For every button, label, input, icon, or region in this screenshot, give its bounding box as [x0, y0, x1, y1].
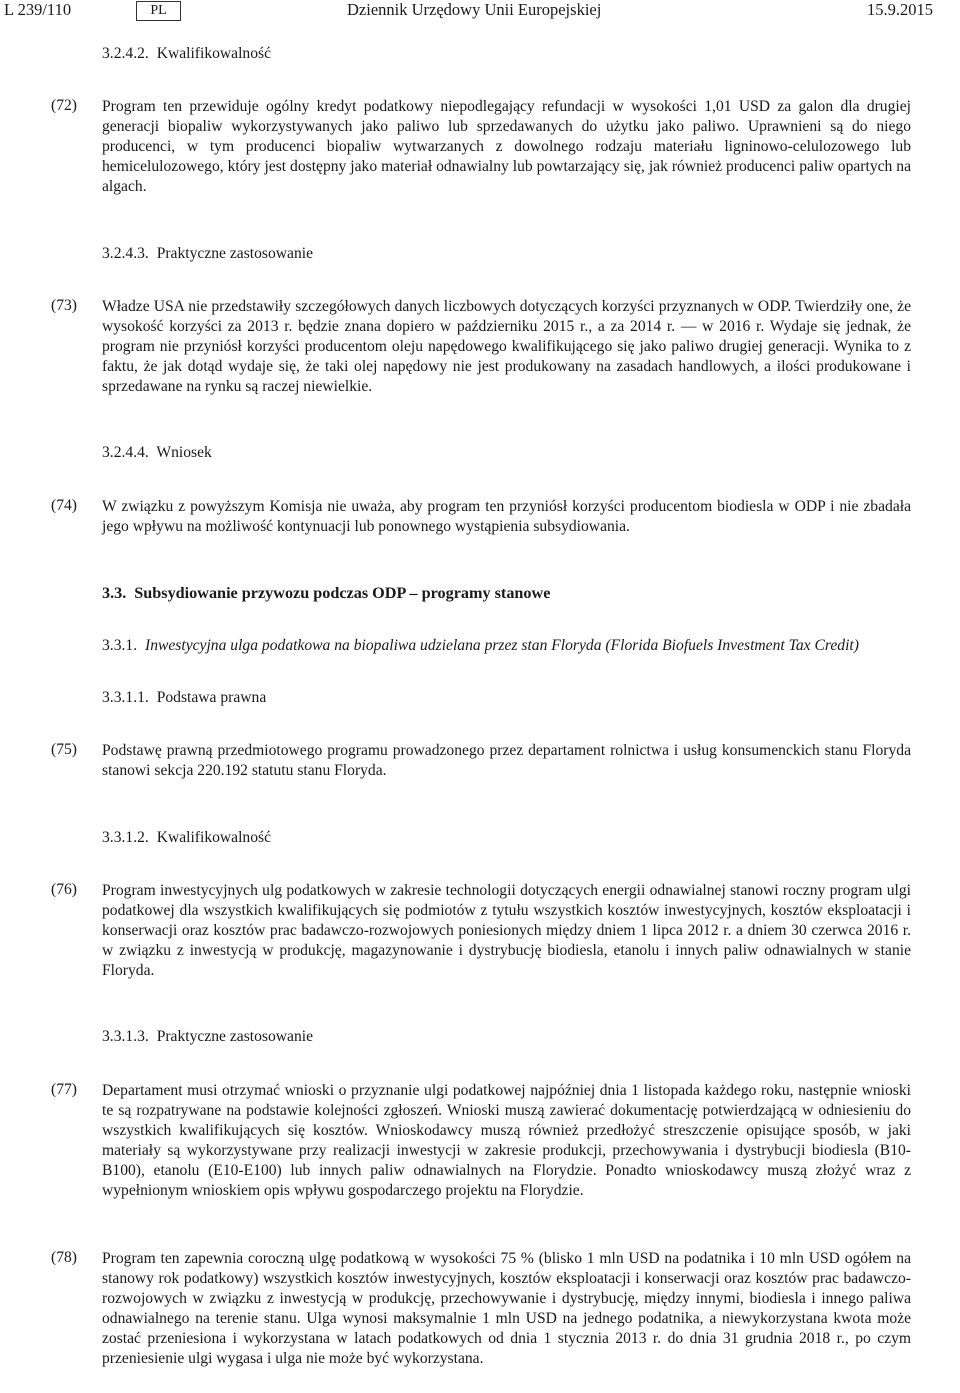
section-title: Praktyczne zastosowanie — [156, 1028, 313, 1045]
paragraph-76 — [51, 881, 911, 981]
journal-title: Dziennik Urzędowy Unii Europejskiej — [347, 0, 602, 19]
paragraph-73 — [51, 297, 911, 397]
paragraph-number: (77) — [51, 1081, 77, 1098]
section-title: Wniosek — [156, 444, 212, 461]
paragraph-number: (72) — [51, 97, 77, 114]
paragraph-75 — [51, 741, 911, 781]
paragraph-text: Program ten zapewnia coroczną ulgę podatkową w wysokości 75 % (blisko 1 mln USD na podatnika i 10 mln USD ogółem na stanowy rok podatkowy) wszystkich kosztów inwestycyjnych, kosztów eksploatacji i konserwacji oraz kosztów prac badawczo-rozwojowych w związku z inwestycją w produkcję, przechowywanie i dystrybucję, między innymi, biodiesla i innego paliwa odnawialnego na terenie stanu. Ulga wynosi maksymalnie 1 mln USD na jednego podatnika, a niewykorzystana kwota może zostać przeniesiona i wykorzystana w latach podatkowych od dnia 1 stycznia 2013 r. do dnia 31 grudnia 2018 r., po czym przeniesienie ulgi wygasa i ulga nie może być wykorzystana. — [102, 1250, 911, 1368]
section-number: 3.2.4.4. — [102, 444, 149, 461]
paragraph-text: W związku z powyższym Komisja nie uważa, aby program ten przyniósł korzyści producentom biodiesla w ODP i nie zbadała jego wpływu na możliwość kontynuacji lub ponownego wystąpienia subsydiowania. — [102, 498, 911, 536]
section-heading-3-3-1-1 — [102, 689, 266, 707]
section-number: 3.3. — [102, 584, 127, 602]
section-heading-3-3-1-3 — [102, 1028, 313, 1046]
section-heading-3-3-1 — [102, 637, 859, 655]
page-reference: L 239/110 — [4, 0, 72, 19]
paragraph-number: (78) — [51, 1249, 77, 1266]
section-title: Kwalifikowalność — [156, 829, 272, 846]
paragraph-number: (75) — [51, 741, 77, 758]
paragraph-number: (76) — [51, 881, 77, 898]
section-number: 3.3.1. — [102, 637, 138, 654]
section-number: 3.3.1.3. — [102, 1028, 149, 1045]
page-header — [0, 0, 960, 24]
language-badge: PL — [136, 1, 181, 21]
section-number: 3.3.1.2. — [102, 829, 149, 846]
section-number: 3.2.4.3. — [102, 245, 149, 262]
paragraph-74 — [51, 497, 911, 537]
section-heading-3-2-4-3 — [102, 245, 313, 263]
section-number: 3.3.1.1. — [102, 689, 149, 706]
paragraph-text: Program ten przewiduje ogólny kredyt podatkowy niepodlegający refundacji w wysokości 1,01 USD za galon dla drugiej generacji biopaliw wykorzystywanych jako paliwo lub sprzedawanych do użytku jako paliwo. Uprawnieni są do niego producenci, w tym producenci biopaliw wytwarzanych z dowolnego rodzaju materiału ligninowo-celulozowego lub hemicelulozowego, który jest dostępny jako materiał odnawialny lub powtarzający się, jak również producenci paliw opartych na algach. — [102, 98, 911, 196]
section-number: 3.2.4.2. — [102, 45, 149, 62]
paragraph-77 — [51, 1081, 911, 1202]
section-title: Praktyczne zastosowanie — [156, 245, 313, 262]
paragraph-text: Departament musi otrzymać wnioski o przyznanie ulgi podatkowej najpóźniej dnia 1 listopada każdego roku, następnie wnioski te są rozpatrywane na podstawie kolejności zgłoszeń. Wnioski muszą zawierać dokumentację potwierdzającą w odniesieniu do wszystkich kwalifikujących się kosztów. Wnioskodawcy muszą również przedłożyć streszczenie opisujące sposób, w jaki materiały są wykorzystywane przy realizacji inwestycji w zakresie produkcji, przechowywania i dystrybucji biodiesla (B10-B100), etanolu (E10-E100) lub innych paliw odnawialnych na Florydzie. Ponadto wnioskodawcy muszą złożyć wraz z wypełnionym wnioskiem opis wpływu gospodarczego projektu na Florydzie. — [102, 1082, 911, 1200]
section-heading-3-3-1-2 — [102, 829, 271, 847]
paragraph-number: (74) — [51, 497, 77, 514]
section-heading-3-2-4-2 — [102, 45, 271, 63]
publication-date: 15.9.2015 — [867, 0, 933, 19]
section-heading-3-3 — [102, 584, 550, 603]
paragraph-text: Władze USA nie przedstawiły szczegółowych danych liczbowych dotyczących korzyści przyznanych w ODP. Twierdziły one, że wysokość korzyści za 2013 r. będzie znana dopiero w październiku 2015 r., a za 2014 r. — w 2016 r. Wydaje się jednak, że program nie przyniósł korzyści producentom oleju napędowego kwalifikującego się jako paliwo drugiej generacji. Wynika to z faktu, że jak dotąd wydaje się, że taki olej napędowy nie jest produkowany na zasadach handlowych, a ilości produkowane i sprzedawane na rynku są raczej niewielkie. — [102, 298, 911, 396]
paragraph-text: Program inwestycyjnych ulg podatkowych w zakresie technologii dotyczących energii odnawialnej stanowi roczny program ulgi podatkowej dla wszystkich kwalifikujących się podmiotów z tytułu wszystkich kosztów inwestycyjnych, kosztów eksploatacji i konserwacji oraz kosztów prac badawczo-rozwojowych poniesionych między dniem 1 lipca 2012 r. a dniem 30 czerwca 2016 r. w związku z inwestycją w produkcję, magazynowanie i dystrybucję biodiesla, etanolu i innych paliw odnawialnych w stanie Floryda. — [102, 882, 911, 980]
section-title: Subsydiowanie przywozu podczas ODP – programy stanowe — [134, 584, 551, 602]
section-title: Kwalifikowalność — [156, 45, 272, 62]
section-heading-3-2-4-4 — [102, 444, 212, 462]
paragraph-78 — [51, 1249, 911, 1370]
section-title: Inwestycyjna ulga podatkowa na biopaliwa udzielana przez stan Floryda (Florida Biofuels Investment Tax Credit) — [145, 637, 859, 654]
paragraph-number: (73) — [51, 297, 77, 314]
paragraph-text: Podstawę prawną przedmiotowego programu prowadzonego przez departament rolnictwa i usług konsumenckich stanu Floryda stanowi sekcja 220.192 statutu stanu Floryda. — [102, 742, 911, 780]
section-title: Podstawa prawna — [156, 689, 267, 706]
paragraph-72 — [51, 97, 911, 197]
